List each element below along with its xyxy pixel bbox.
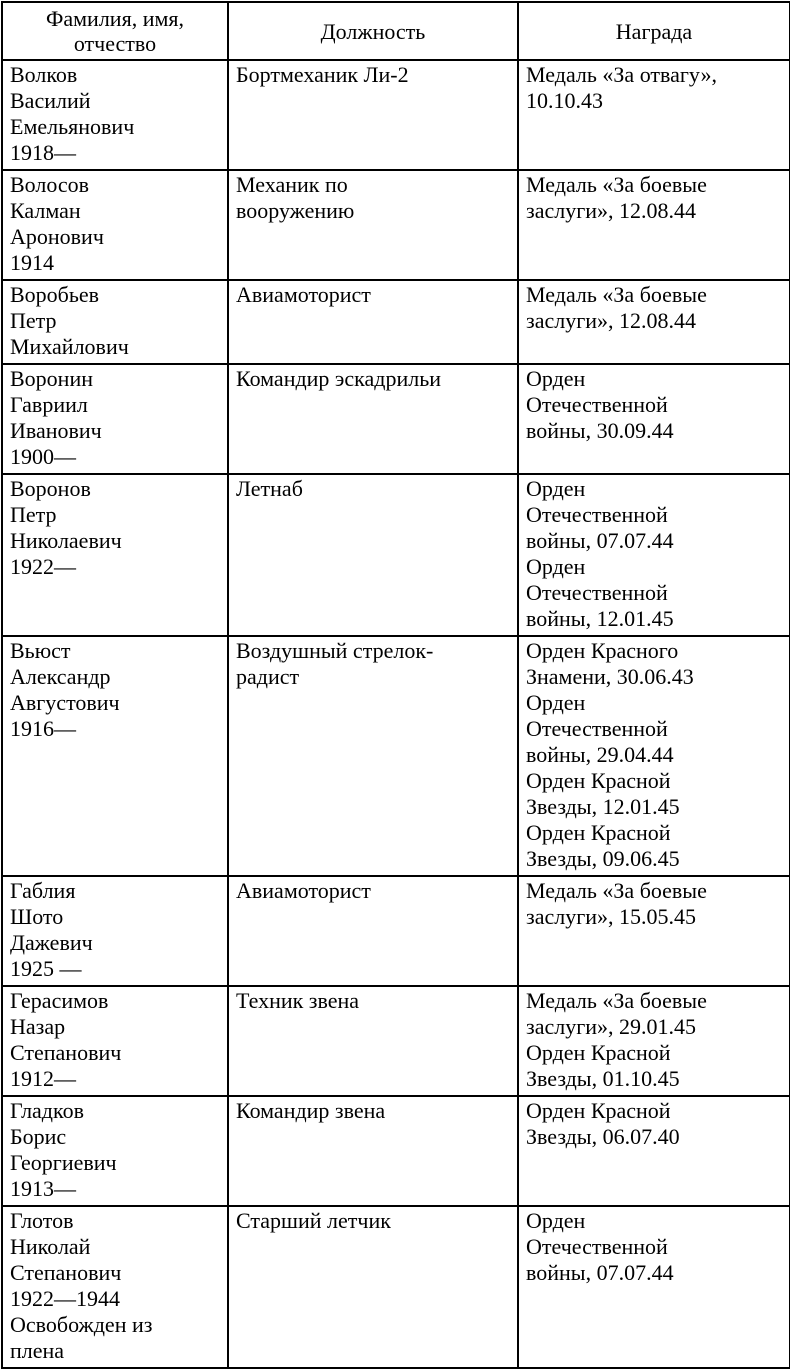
- cell-name: Волосов Калман Аронович 1914: [2, 170, 228, 280]
- cell-name: Габлия Шото Дажевич 1925 —: [2, 876, 228, 986]
- cell-name: Волков Василий Емельянович 1918—: [2, 60, 228, 170]
- cell-name: Гладков Борис Георгиевич 1913—: [2, 1096, 228, 1206]
- cell-position: Командир эскадрильи: [228, 364, 518, 474]
- cell-award: Орден Отечественной войны, 30.09.44: [518, 364, 790, 474]
- cell-award: Медаль «За боевые заслуги», 12.08.44: [518, 170, 790, 280]
- table-row: [2, 1096, 790, 1206]
- table-row: [2, 474, 790, 636]
- cell-award: Медаль «За боевые заслуги», 29.01.45 Орден Красной Звезды, 01.10.45: [518, 986, 790, 1096]
- cell-name: Воронин Гавриил Иванович 1900—: [2, 364, 228, 474]
- table-row: [2, 876, 790, 986]
- cell-award: Медаль «За боевые заслуги», 12.08.44: [518, 280, 790, 364]
- cell-position: Авиамоторист: [228, 876, 518, 986]
- column-header-award: Награда: [518, 2, 790, 60]
- cell-position: Воздушный стрелок- радист: [228, 636, 518, 876]
- cell-name: Воронов Петр Николаевич 1922—: [2, 474, 228, 636]
- table-row: [2, 280, 790, 364]
- cell-position: Техник звена: [228, 986, 518, 1096]
- table-row: [2, 636, 790, 876]
- cell-position: Авиамоторист: [228, 280, 518, 364]
- cell-position: Командир звена: [228, 1096, 518, 1206]
- cell-name: Вьюст Александр Августович 1916—: [2, 636, 228, 876]
- table-row: [2, 60, 790, 170]
- cell-position: Старший летчик: [228, 1206, 518, 1368]
- awards-table: [1, 1, 790, 1369]
- header-row: [2, 2, 790, 60]
- column-header-name: Фамилия, имя, отчество: [2, 2, 228, 60]
- table-row: [2, 986, 790, 1096]
- cell-name: Воробьев Петр Михайлович: [2, 280, 228, 364]
- table-row: [2, 364, 790, 474]
- cell-award: Орден Отечественной войны, 07.07.44 Орден Отечественной войны, 12.01.45: [518, 474, 790, 636]
- table-row: [2, 1206, 790, 1368]
- cell-award: Орден Красного Знамени, 30.06.43 Орден Отечественной войны, 29.04.44 Орден Красной Звезды, 12.01.45 Орден Красной Звезды, 09.06.45: [518, 636, 790, 876]
- cell-award: Медаль «За отвагу», 10.10.43: [518, 60, 790, 170]
- cell-name: Глотов Николай Степанович 1922—1944 Освобожден из плена: [2, 1206, 228, 1368]
- table-row: [2, 170, 790, 280]
- cell-position: Летнаб: [228, 474, 518, 636]
- cell-award: Медаль «За боевые заслуги», 15.05.45: [518, 876, 790, 986]
- cell-position: Механик по вооружению: [228, 170, 518, 280]
- cell-award: Орден Отечественной войны, 07.07.44: [518, 1206, 790, 1368]
- cell-award: Орден Красной Звезды, 06.07.40: [518, 1096, 790, 1206]
- cell-name: Герасимов Назар Степанович 1912—: [2, 986, 228, 1096]
- column-header-position: Должность: [228, 2, 518, 60]
- cell-position: Бортмеханик Ли-2: [228, 60, 518, 170]
